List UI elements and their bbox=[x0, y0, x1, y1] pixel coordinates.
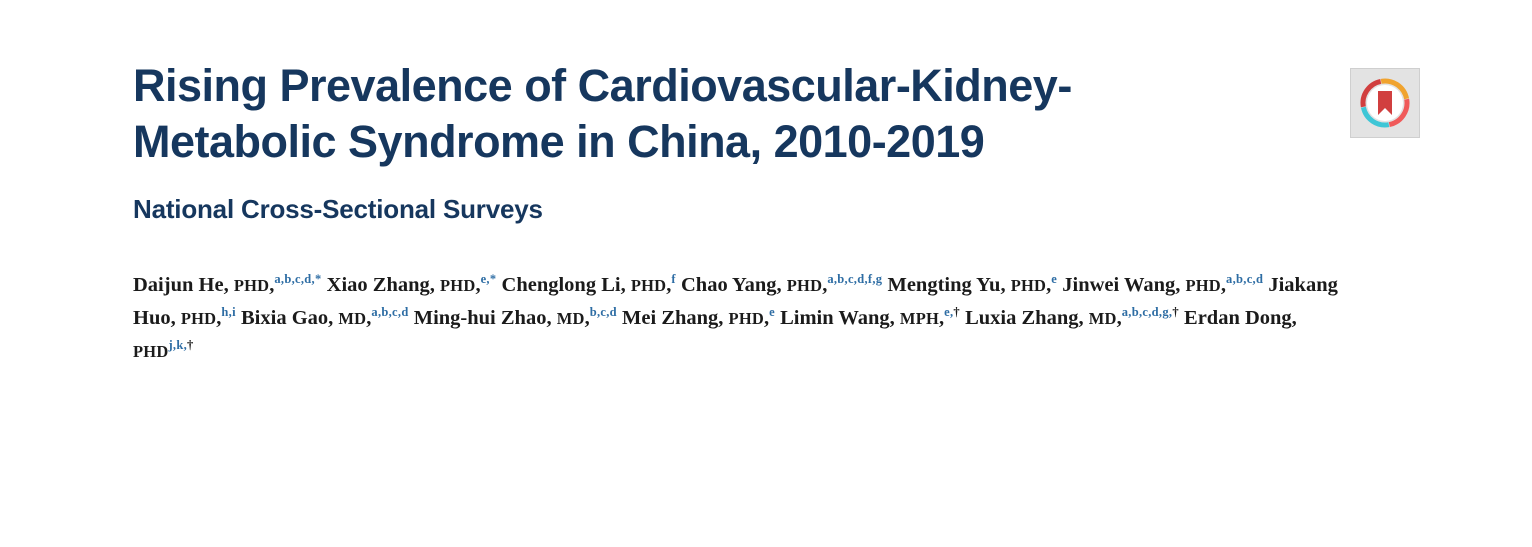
author-degree: PHD bbox=[180, 308, 217, 328]
author-degree: MPH bbox=[899, 308, 940, 328]
author-affiliation-dagger: † bbox=[1172, 304, 1179, 319]
article-header-block bbox=[133, 58, 1343, 368]
author-affiliation-marks: e,* bbox=[480, 271, 497, 286]
author-name: Erdan Dong bbox=[1184, 306, 1292, 329]
author-affiliation-dagger: † bbox=[187, 338, 194, 353]
author-degree: PHD bbox=[133, 342, 169, 361]
author-degree: PHD bbox=[440, 275, 476, 295]
author-name: Xiao Zhang bbox=[326, 273, 430, 296]
author-name: Jiakang Huo bbox=[133, 273, 1338, 329]
author-affiliation-marks: e bbox=[769, 304, 775, 319]
bookmark-ring-icon bbox=[1359, 77, 1411, 129]
author-affiliation-marks: a,b,c,d,* bbox=[274, 271, 322, 286]
author-name: Limin Wang bbox=[780, 306, 890, 329]
author-name: Chao Yang bbox=[680, 273, 777, 296]
author-name: Luxia Zhang bbox=[965, 306, 1079, 329]
author-affiliation-dagger: † bbox=[953, 304, 960, 319]
author-name: Jinwei Wang bbox=[1062, 273, 1176, 296]
page-title: Rising Prevalence of Cardiovascular-Kidney-Metabolic Syndrome in China, 2010-2019 bbox=[133, 60, 1072, 167]
author-degree: PHD bbox=[233, 275, 270, 295]
author-degree: PHD bbox=[1010, 275, 1047, 295]
author-name: Daijun He bbox=[133, 273, 224, 296]
author-affiliation-marks: e bbox=[1051, 271, 1058, 286]
author-affiliation-marks: b,c,d bbox=[589, 304, 617, 319]
author-degree: PHD bbox=[728, 308, 764, 328]
author-degree: MD bbox=[556, 308, 585, 328]
author-affiliation-marks: j,k, bbox=[168, 338, 188, 353]
author-name: Chenglong Li bbox=[501, 273, 621, 296]
author-affiliation-marks: a,b,c,d bbox=[1226, 271, 1264, 286]
author-degree: MD bbox=[338, 308, 367, 328]
author-affiliation-marks: e, bbox=[944, 304, 954, 319]
author-affiliation-marks: a,b,c,d,g, bbox=[1121, 304, 1173, 319]
author-affiliation-marks: f bbox=[671, 271, 676, 286]
author-affiliation-marks: a,b,c,d,f,g bbox=[827, 271, 883, 286]
author-list: Daijun He, PHD,$^{a,b,c,d,*}$ Xiao Zhang, PHD,$^{e,*}$ Chenglong Li, PHD,$^f$ Chao Yang, PHD,$^{a,b,c,d,f,g}$ Mengting Yu, PHD,$^e$ Jinwei Wang, PHD,$^{a,b,c,d}$ Jiakang Huo, PHD,$^{h,i}$ Bixia Gao, MD,$^{a,b,c,d}$ Ming-hui Zhao, MD,$^{b,c,d}$ Mei Zhang, PHD,$^e$ Limin Wang, MPH,$^{e,\dagger}$ Luxia Zhang, MD,$^{a,b,c,d,g,\dagger}$ Erdan Dong, $PHD^{j,k,\dagger}$ bbox=[133, 271, 1338, 361]
author-name: Mengting Yu bbox=[887, 273, 1001, 296]
author-degree: PHD bbox=[1185, 275, 1221, 295]
author-name: Bixia Gao bbox=[241, 306, 329, 329]
author-degree: MD bbox=[1088, 308, 1117, 328]
author-name: Ming-hui Zhao bbox=[413, 306, 547, 329]
author-degree: PHD bbox=[786, 275, 823, 295]
altmetric-badge[interactable] bbox=[1350, 68, 1420, 138]
author-affiliation-marks: h,i bbox=[221, 304, 236, 319]
article-subtitle: National Cross-Sectional Surveys bbox=[133, 193, 543, 224]
author-degree: PHD bbox=[630, 275, 667, 295]
author-name: Mei Zhang bbox=[622, 306, 719, 329]
author-affiliation-marks: a,b,c,d bbox=[371, 304, 409, 319]
